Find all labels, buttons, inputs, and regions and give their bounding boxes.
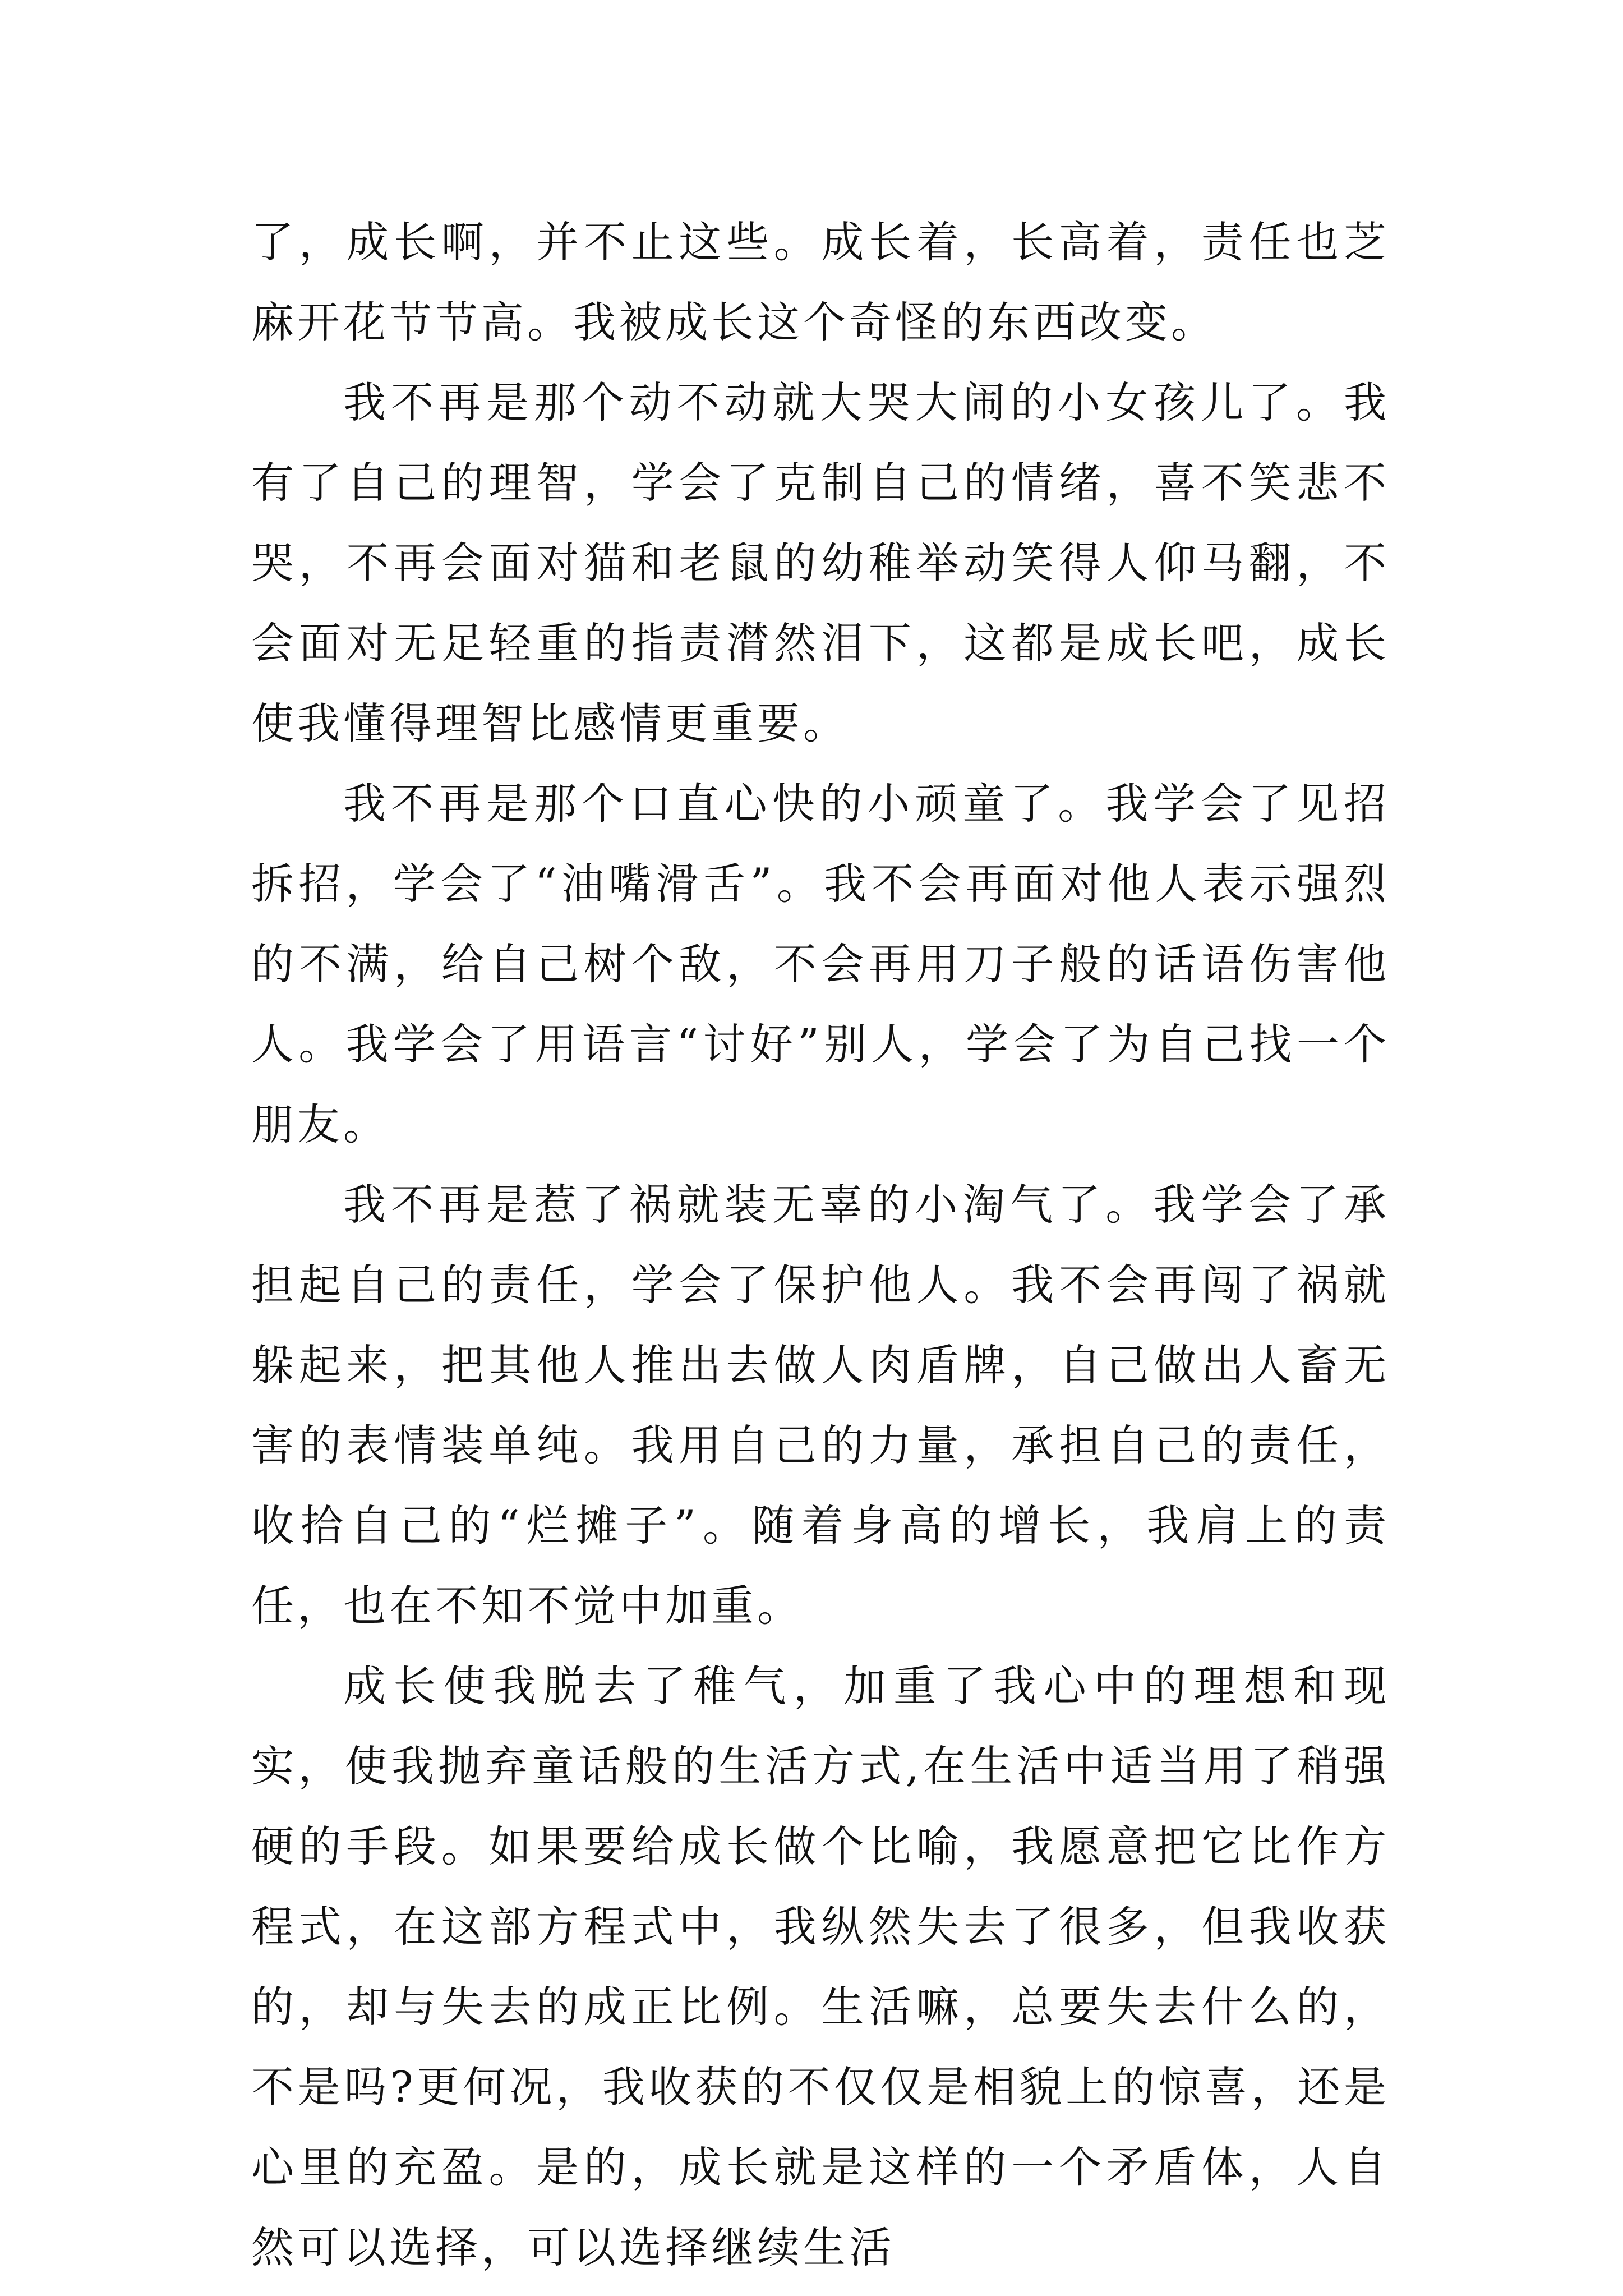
paragraph-2: 我不再是那个动不动就大哭大闹的小女孩儿了。我有了自己的理智，学会了克制自己的情绪，喜不笑悲不哭，不再会面对猫和老鼠的幼稚举动笑得人仰马翻，不会面对无足轻重的指责潸然泪下，这都是成长吧，成长使我懂得理智比感情更重要。 [251,378,1390,748]
paragraph-5: 成长使我脱去了稚气，加重了我心中的理想和现实，使我抛弃童话般的生活方式,在生活中适当用了稍强硬的手段。如果要给成长做个比喻，我愿意把它比作方程式，在这部方程式中，我纵然失去了很多，但我收获的，却与失去的成正比例。生活嘛，总要失去什么的，不是吗?更何况，我收获的不仅仅是相貌上的惊喜，还是心里的充盈。是的，成长就是这样的一个矛盾体，人自然可以选择，可以选择继续生活 [251,1661,1390,2272]
paragraph-1: 了，成长啊，并不止这些。成长着，长高着，责任也芝麻开花节节高。我被成长这个奇怪的东西改变。 [251,217,1390,347]
paragraph-4: 我不再是惹了祸就装无辜的小淘气了。我学会了承担起自己的责任，学会了保护他人。我不会再闯了祸就躲起来，把其他人推出去做人肉盾牌，自己做出人畜无害的表情装单纯。我用自己的力量，承担自己的责任，收拾自己的“烂摊子”。随着身高的增长，我肩上的责任，也在不知不觉中加重。 [251,1180,1390,1631]
document-body [251,202,1390,2288]
paragraph-3: 我不再是那个口直心快的小顽童了。我学会了见招拆招，学会了“油嘴滑舌”。我不会再面对他人表示强烈的不满，给自己树个敌，不会再用刀子般的话语伤害他人。我学会了用语言“讨好”别人，学会了为自己找一个朋友。 [251,779,1390,1149]
